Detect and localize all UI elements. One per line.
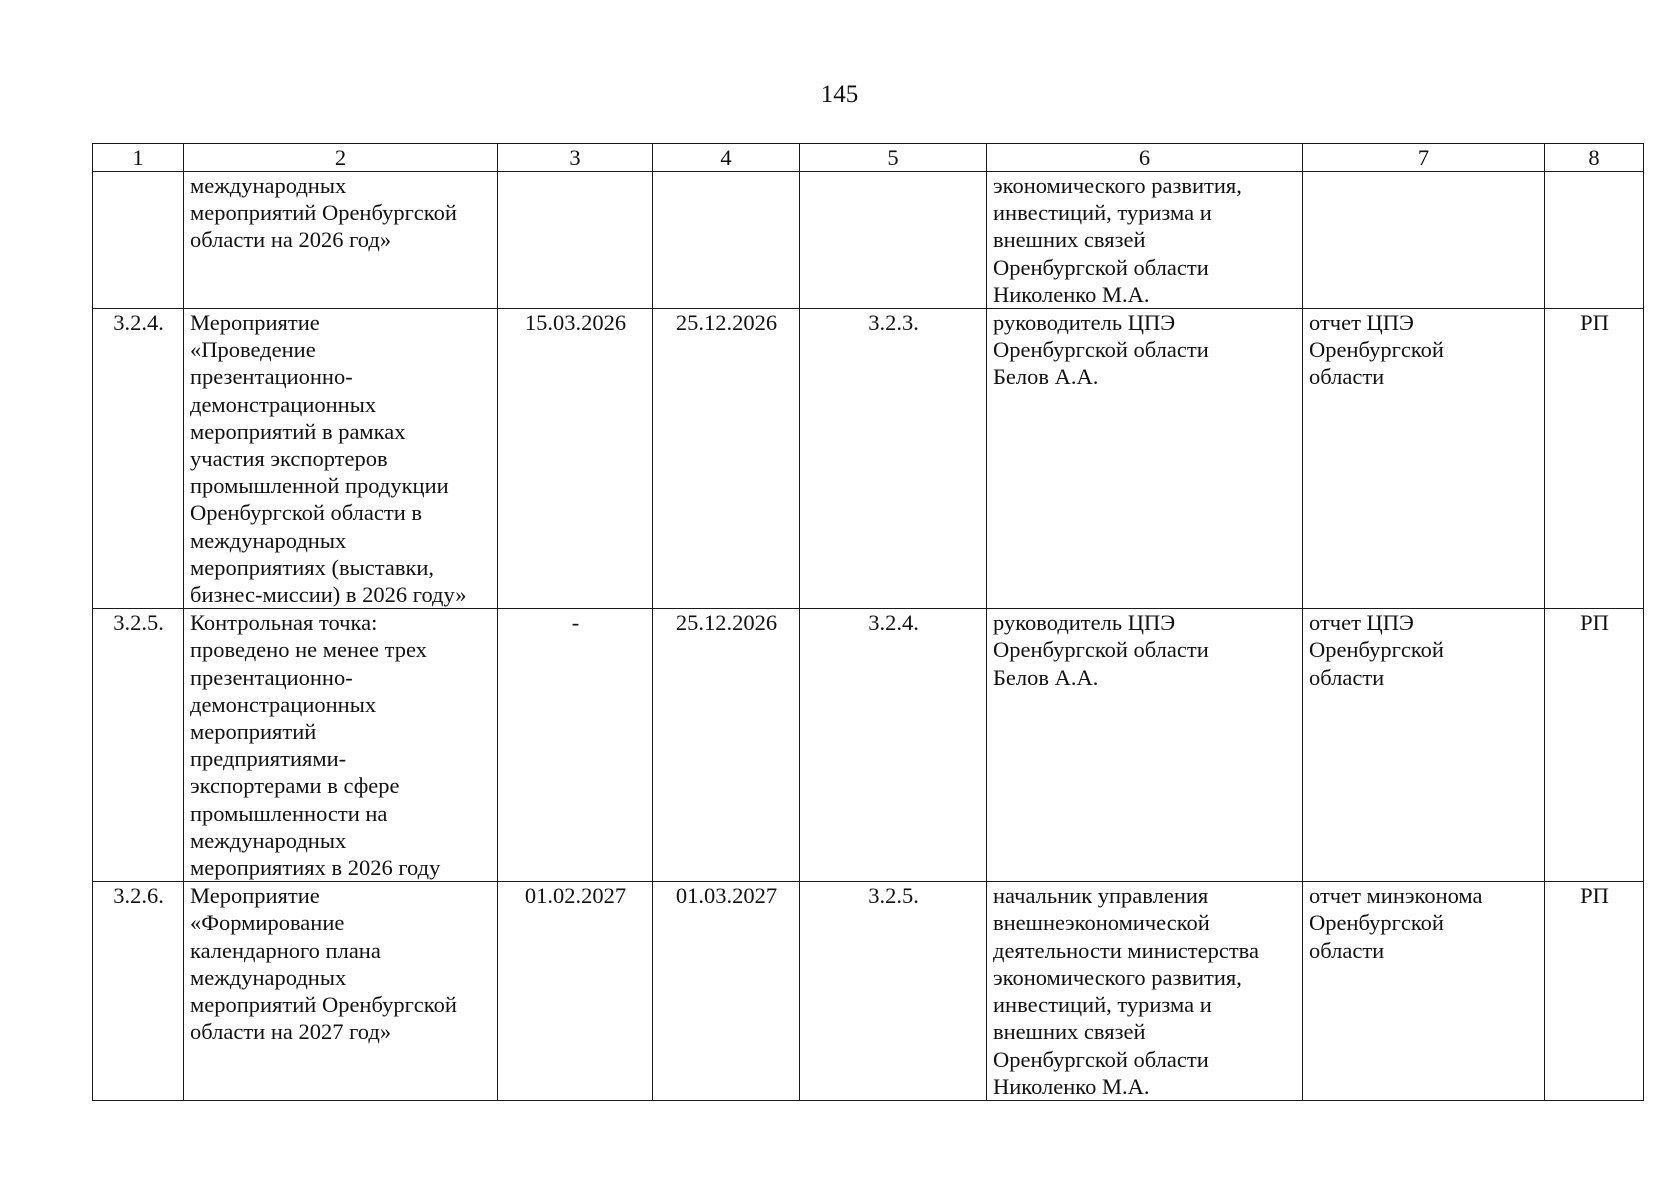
event-name: Мероприятие «Формирование календарного плана международных мероприятий Оренбургской области на 2027 год» — [190, 883, 457, 1045]
level-cell — [1545, 882, 1644, 1101]
predecessor-cell — [800, 882, 987, 1101]
table-header-row — [93, 144, 1644, 172]
table-row — [93, 309, 1644, 609]
row-number-cell — [93, 882, 184, 1101]
row-number-cell — [93, 309, 184, 609]
end-date: 25.12.2026 — [675, 610, 778, 636]
row-number-cell — [93, 609, 184, 882]
result: отчет минэконома Оренбургской области — [1309, 883, 1483, 963]
start-date-cell — [498, 609, 653, 882]
end-date: 01.03.2027 — [675, 883, 778, 909]
page-number: 145 — [820, 81, 859, 108]
event-name-cell — [184, 172, 498, 309]
result-cell — [1303, 309, 1545, 609]
row-number-cell — [93, 172, 184, 309]
event-name-cell — [184, 309, 498, 609]
event-name: Контрольная точка: проведено не менее трех презентационно- демонстрационных мероприятий предприятиями- экспортерами в сфере промышленности на международных мероприятиях в 2026 году — [190, 610, 441, 881]
header-cell: 5 — [800, 144, 987, 172]
predecessor: 3.2.4. — [868, 610, 919, 636]
predecessor: 3.2.3. — [868, 310, 919, 336]
result-cell — [1303, 609, 1545, 882]
event-name-cell — [184, 882, 498, 1101]
end-date-cell — [653, 609, 800, 882]
result-cell — [1303, 172, 1545, 309]
result: отчет ЦПЭ Оренбургской области — [1309, 310, 1444, 390]
header-cell: 4 — [653, 144, 800, 172]
result: отчет ЦПЭ Оренбургской области — [1309, 610, 1444, 690]
level: РП — [1580, 610, 1609, 636]
start-date: 15.03.2026 — [524, 310, 627, 336]
responsible-cell — [987, 172, 1303, 309]
row-number: 3.2.4. — [113, 310, 164, 336]
level-cell — [1545, 172, 1644, 309]
header-cell: 1 — [93, 144, 184, 172]
table-row — [93, 609, 1644, 882]
start-date-cell — [498, 882, 653, 1101]
end-date-cell — [653, 882, 800, 1101]
event-name: международных мероприятий Оренбургской области на 2026 год» — [190, 173, 457, 253]
row-number: 3.2.5. — [113, 610, 164, 636]
level-cell — [1545, 609, 1644, 882]
plan-table — [92, 143, 1644, 1101]
responsible-cell — [987, 309, 1303, 609]
predecessor: 3.2.5. — [868, 883, 919, 909]
header-cell: 6 — [987, 144, 1303, 172]
responsible: руководитель ЦПЭ Оренбургской области Белов А.А. — [993, 610, 1209, 690]
predecessor-cell — [800, 309, 987, 609]
header-cell: 2 — [184, 144, 498, 172]
responsible-cell — [987, 609, 1303, 882]
end-date: 25.12.2026 — [675, 310, 778, 336]
level-cell — [1545, 309, 1644, 609]
predecessor-cell — [800, 609, 987, 882]
predecessor-cell — [800, 172, 987, 309]
event-name-cell — [184, 609, 498, 882]
table-row — [93, 172, 1644, 309]
start-date: - — [571, 610, 580, 636]
header-cell: 8 — [1545, 144, 1644, 172]
responsible: начальник управления внешнеэкономической деятельности министерства экономического развития, инвестиций, туризма и внешних связей Оренбургской области Николенко М.А. — [993, 883, 1259, 1099]
header-cell: 7 — [1303, 144, 1545, 172]
start-date-cell — [498, 309, 653, 609]
start-date: 01.02.2027 — [524, 883, 627, 909]
start-date-cell — [498, 172, 653, 309]
table-row — [93, 882, 1644, 1101]
responsible-cell — [987, 882, 1303, 1101]
level: РП — [1580, 883, 1609, 909]
event-name: Мероприятие «Проведение презентационно- демонстрационных мероприятий в рамках участия экспортеров промышленной продукции Оренбургской области в международных мероприятиях (выставки, бизнес-миссии) в 2026 году» — [190, 310, 467, 608]
responsible: руководитель ЦПЭ Оренбургской области Белов А.А. — [993, 310, 1209, 390]
end-date-cell — [653, 172, 800, 309]
end-date-cell — [653, 309, 800, 609]
responsible: экономического развития, инвестиций, туризма и внешних связей Оренбургской области Николенко М.А. — [993, 173, 1242, 307]
level: РП — [1580, 310, 1609, 336]
row-number: 3.2.6. — [113, 883, 164, 909]
result-cell — [1303, 882, 1545, 1101]
header-cell: 3 — [498, 144, 653, 172]
